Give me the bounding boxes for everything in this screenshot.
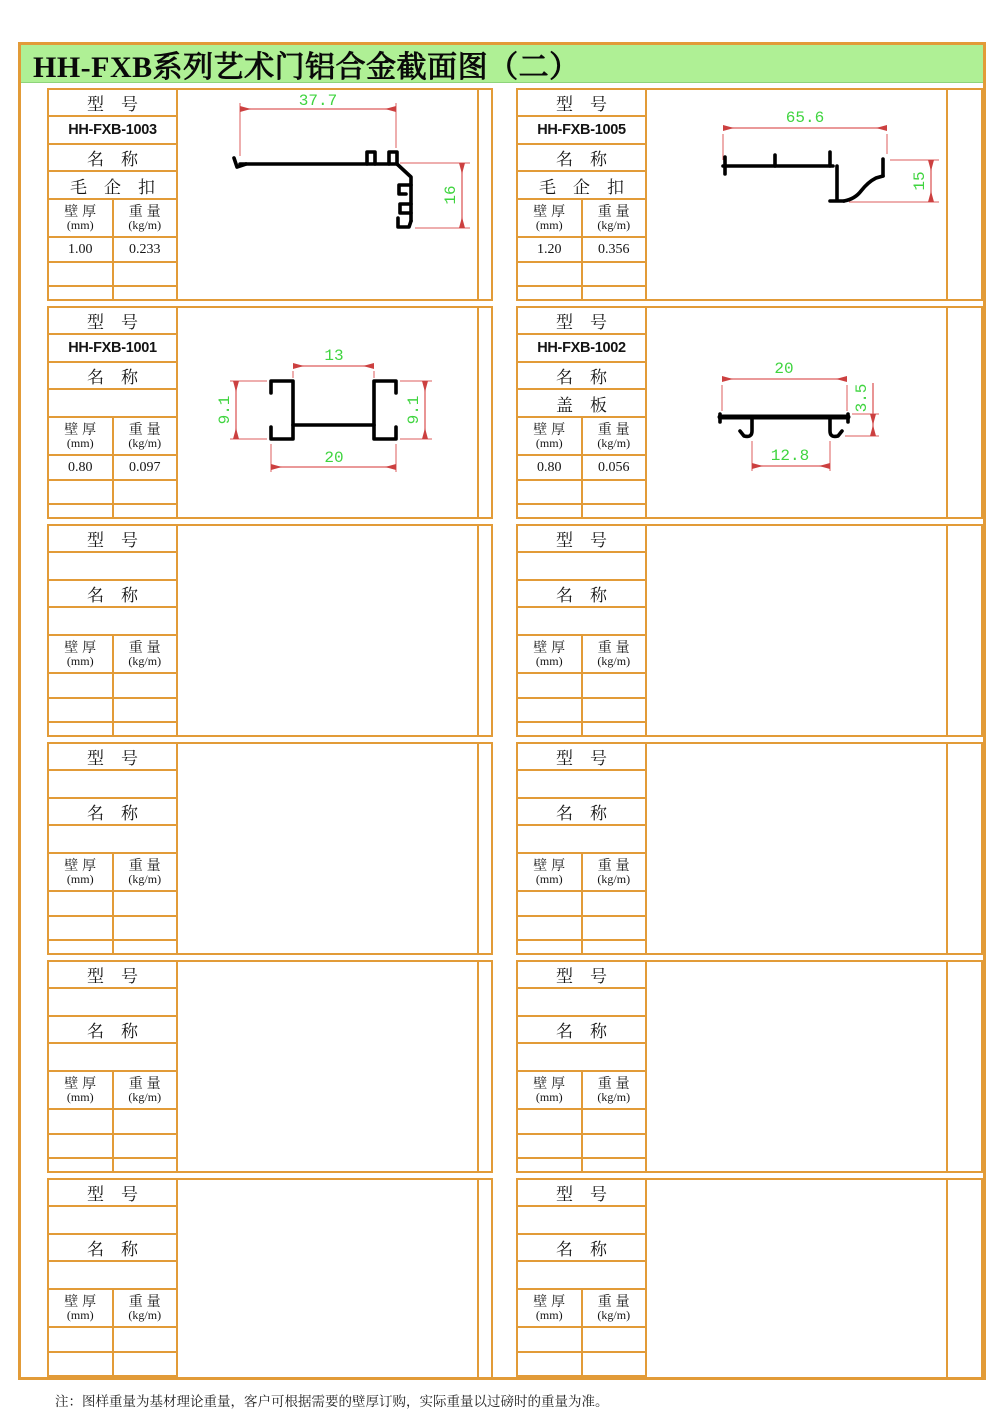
left-column bbox=[21, 83, 502, 1380]
model-label: 型 号 bbox=[48, 743, 177, 770]
section-drawing-area bbox=[645, 1178, 948, 1380]
empty-cell bbox=[582, 722, 647, 736]
weight-value: 0.233 bbox=[113, 237, 178, 262]
name-value: 盖 板 bbox=[517, 389, 646, 417]
weight-header: 重 量 (kg/m) bbox=[582, 417, 647, 455]
section-drawing-area bbox=[176, 88, 479, 301]
model-value: HH-FXB-1001 bbox=[48, 334, 177, 362]
thickness-header: 壁 厚 (mm) bbox=[48, 1289, 113, 1327]
empty-cell bbox=[48, 480, 113, 504]
empty-cell bbox=[582, 1158, 647, 1172]
dim-outer-width-label: 20 bbox=[324, 449, 344, 467]
model-label: 型 号 bbox=[517, 525, 646, 552]
empty-cell bbox=[517, 286, 582, 300]
empty-cell bbox=[113, 722, 178, 736]
thickness-header: 壁 厚 (mm) bbox=[48, 1071, 113, 1109]
spec-table bbox=[47, 742, 178, 955]
name-label: 名 称 bbox=[48, 1234, 177, 1261]
name-label: 名 称 bbox=[48, 144, 177, 171]
empty-cell bbox=[48, 1352, 113, 1376]
empty-cell bbox=[517, 1352, 582, 1376]
empty-cell bbox=[113, 1352, 178, 1376]
empty-cell bbox=[517, 1158, 582, 1172]
name-value bbox=[517, 1043, 646, 1071]
model-label: 型 号 bbox=[48, 961, 177, 988]
name-value bbox=[48, 389, 177, 417]
empty-cell bbox=[517, 722, 582, 736]
thickness-header: 壁 厚 (mm) bbox=[517, 1289, 582, 1327]
weight-value: 0.356 bbox=[582, 237, 647, 262]
name-value bbox=[517, 1261, 646, 1289]
model-value bbox=[48, 1206, 177, 1234]
thickness-header: 壁 厚 (mm) bbox=[48, 199, 113, 237]
dim-height-label: 15 bbox=[911, 171, 929, 191]
page-title: HH-FXB系列艺术门铝合金截面图（二） bbox=[33, 50, 580, 84]
empty-cell bbox=[517, 1376, 582, 1380]
empty-cell bbox=[517, 1134, 582, 1158]
name-label: 名 称 bbox=[517, 144, 646, 171]
spec-table bbox=[516, 742, 647, 955]
empty-cell bbox=[113, 940, 178, 954]
empty-cell bbox=[113, 698, 178, 722]
spec-table bbox=[47, 524, 178, 737]
dim-inner-width-label: 12.8 bbox=[770, 447, 810, 465]
profile-outline bbox=[234, 152, 411, 227]
dim-width-label: 65.6 bbox=[785, 109, 825, 127]
profile-panel bbox=[516, 1178, 983, 1380]
model-label: 型 号 bbox=[517, 743, 646, 770]
dim-width-label: 37.7 bbox=[298, 92, 338, 110]
section-drawing-area bbox=[176, 306, 479, 519]
spec-table bbox=[47, 306, 178, 519]
thickness-value: 1.20 bbox=[517, 237, 582, 262]
thickness-header: 壁 厚 (mm) bbox=[517, 417, 582, 455]
name-label: 名 称 bbox=[517, 362, 646, 389]
name-label: 名 称 bbox=[517, 1234, 646, 1261]
profile-panel bbox=[47, 960, 502, 1173]
model-value: HH-FXB-1003 bbox=[48, 116, 177, 144]
name-label: 名 称 bbox=[48, 580, 177, 607]
profile-1001-drawing bbox=[178, 308, 477, 517]
model-label: 型 号 bbox=[48, 525, 177, 552]
empty-cell bbox=[48, 940, 113, 954]
profile-panel bbox=[47, 1178, 502, 1380]
thickness-header: 壁 厚 (mm) bbox=[517, 635, 582, 673]
thickness-value: 0.80 bbox=[48, 455, 113, 480]
empty-cell bbox=[48, 1158, 113, 1172]
empty-cell bbox=[517, 891, 582, 916]
empty-cell bbox=[582, 1109, 647, 1134]
section-drawing-area bbox=[645, 306, 948, 519]
spec-table bbox=[47, 1178, 178, 1380]
name-label: 名 称 bbox=[517, 798, 646, 825]
empty-cell bbox=[582, 480, 647, 504]
spacer-cell bbox=[946, 960, 983, 1173]
empty-cell bbox=[582, 916, 647, 940]
model-label: 型 号 bbox=[48, 89, 177, 116]
section-drawing-area bbox=[176, 1178, 479, 1380]
model-value: HH-FXB-1005 bbox=[517, 116, 646, 144]
empty-cell bbox=[48, 1109, 113, 1134]
model-value bbox=[517, 552, 646, 580]
section-drawing-area bbox=[645, 742, 948, 955]
weight-header: 重 量 (kg/m) bbox=[582, 853, 647, 891]
weight-header: 重 量 (kg/m) bbox=[113, 635, 178, 673]
empty-cell bbox=[582, 940, 647, 954]
empty-cell bbox=[113, 1134, 178, 1158]
model-value bbox=[517, 988, 646, 1016]
weight-header: 重 量 (kg/m) bbox=[113, 417, 178, 455]
profile-outline bbox=[271, 381, 396, 439]
empty-cell bbox=[113, 262, 178, 286]
spec-table bbox=[516, 1178, 647, 1380]
empty-cell bbox=[113, 1109, 178, 1134]
profile-outline bbox=[723, 152, 883, 201]
empty-cell bbox=[517, 1327, 582, 1352]
empty-cell bbox=[517, 673, 582, 698]
weight-header: 重 量 (kg/m) bbox=[113, 853, 178, 891]
empty-cell bbox=[582, 1376, 647, 1380]
weight-header: 重 量 (kg/m) bbox=[113, 1071, 178, 1109]
empty-cell bbox=[48, 262, 113, 286]
content-grid bbox=[21, 83, 983, 1380]
model-label: 型 号 bbox=[48, 1179, 177, 1206]
empty-cell bbox=[582, 673, 647, 698]
empty-cell bbox=[582, 1327, 647, 1352]
model-label: 型 号 bbox=[517, 89, 646, 116]
name-value bbox=[48, 1261, 177, 1289]
empty-cell bbox=[582, 504, 647, 518]
name-value bbox=[48, 825, 177, 853]
empty-cell bbox=[113, 286, 178, 300]
profile-panel bbox=[47, 524, 502, 737]
empty-cell bbox=[113, 1376, 178, 1380]
weight-value: 0.097 bbox=[113, 455, 178, 480]
spec-table bbox=[516, 306, 647, 519]
spacer-cell bbox=[477, 960, 493, 1173]
model-value bbox=[517, 1206, 646, 1234]
name-value bbox=[517, 607, 646, 635]
profile-panel bbox=[47, 742, 502, 955]
model-label: 型 号 bbox=[517, 307, 646, 334]
profile-outline bbox=[720, 414, 848, 436]
profile-panel bbox=[516, 88, 983, 301]
thickness-value: 1.00 bbox=[48, 237, 113, 262]
empty-cell bbox=[582, 891, 647, 916]
thickness-value: 0.80 bbox=[517, 455, 582, 480]
section-drawing-area bbox=[645, 960, 948, 1173]
model-label: 型 号 bbox=[517, 961, 646, 988]
spacer-cell bbox=[946, 742, 983, 955]
spacer-cell bbox=[946, 88, 983, 301]
catalog-sheet bbox=[18, 42, 986, 1380]
spacer-cell bbox=[946, 1178, 983, 1380]
empty-cell bbox=[48, 722, 113, 736]
spacer-cell bbox=[477, 1178, 493, 1380]
empty-cell bbox=[48, 504, 113, 518]
empty-cell bbox=[582, 286, 647, 300]
empty-cell bbox=[48, 916, 113, 940]
dim-height-label: 3.5 bbox=[853, 383, 871, 413]
weight-header: 重 量 (kg/m) bbox=[113, 199, 178, 237]
thickness-header: 壁 厚 (mm) bbox=[48, 417, 113, 455]
empty-cell bbox=[48, 286, 113, 300]
empty-cell bbox=[48, 1327, 113, 1352]
empty-cell bbox=[48, 698, 113, 722]
empty-cell bbox=[48, 1134, 113, 1158]
empty-cell bbox=[113, 480, 178, 504]
empty-cell bbox=[517, 916, 582, 940]
model-label: 型 号 bbox=[517, 1179, 646, 1206]
section-drawing-area bbox=[176, 524, 479, 737]
empty-cell bbox=[113, 673, 178, 698]
thickness-header: 壁 厚 (mm) bbox=[517, 199, 582, 237]
weight-header: 重 量 (kg/m) bbox=[582, 1071, 647, 1109]
profile-panel bbox=[516, 742, 983, 955]
empty-cell bbox=[113, 1327, 178, 1352]
empty-cell bbox=[517, 940, 582, 954]
spacer-cell bbox=[946, 306, 983, 519]
weight-header: 重 量 (kg/m) bbox=[582, 635, 647, 673]
name-label: 名 称 bbox=[517, 1016, 646, 1043]
profile-1002-drawing bbox=[647, 308, 946, 517]
empty-cell bbox=[517, 480, 582, 504]
section-drawing-area bbox=[176, 960, 479, 1173]
name-label: 名 称 bbox=[48, 1016, 177, 1043]
empty-cell bbox=[517, 262, 582, 286]
weight-header: 重 量 (kg/m) bbox=[582, 199, 647, 237]
spacer-cell bbox=[477, 88, 493, 301]
name-value: 毛 企 扣 bbox=[48, 171, 177, 199]
empty-cell bbox=[517, 504, 582, 518]
model-value bbox=[517, 770, 646, 798]
spacer-cell bbox=[946, 524, 983, 737]
profile-1003-drawing bbox=[178, 90, 477, 299]
empty-cell bbox=[517, 698, 582, 722]
empty-cell bbox=[582, 698, 647, 722]
section-drawing-area bbox=[645, 524, 948, 737]
profile-panel bbox=[47, 88, 502, 301]
spec-table bbox=[47, 88, 178, 301]
dim-height-label: 16 bbox=[442, 185, 460, 205]
spec-table bbox=[47, 960, 178, 1173]
empty-cell bbox=[582, 262, 647, 286]
name-value bbox=[517, 825, 646, 853]
profile-panel bbox=[516, 306, 983, 519]
spec-table bbox=[516, 960, 647, 1173]
section-drawing-area bbox=[176, 742, 479, 955]
model-value bbox=[48, 988, 177, 1016]
name-label: 名 称 bbox=[48, 798, 177, 825]
spec-table bbox=[516, 88, 647, 301]
profile-panel bbox=[516, 524, 983, 737]
profile-panel bbox=[47, 306, 502, 519]
empty-cell bbox=[582, 1352, 647, 1376]
name-label: 名 称 bbox=[48, 362, 177, 389]
empty-cell bbox=[113, 1158, 178, 1172]
empty-cell bbox=[582, 1134, 647, 1158]
title-bar bbox=[21, 45, 983, 83]
profile-1005-drawing bbox=[647, 90, 946, 299]
name-value: 毛 企 扣 bbox=[517, 171, 646, 199]
dim-inner-width-label: 13 bbox=[324, 347, 344, 365]
weight-header: 重 量 (kg/m) bbox=[113, 1289, 178, 1327]
name-label: 名 称 bbox=[517, 580, 646, 607]
dim-right-height-label: 9.1 bbox=[405, 395, 423, 425]
model-label: 型 号 bbox=[48, 307, 177, 334]
weight-header: 重 量 (kg/m) bbox=[582, 1289, 647, 1327]
model-value bbox=[48, 770, 177, 798]
empty-cell bbox=[113, 504, 178, 518]
thickness-header: 壁 厚 (mm) bbox=[48, 635, 113, 673]
empty-cell bbox=[48, 1376, 113, 1380]
dim-width-label: 20 bbox=[774, 360, 794, 378]
empty-cell bbox=[48, 673, 113, 698]
empty-cell bbox=[113, 916, 178, 940]
spacer-cell bbox=[477, 306, 493, 519]
empty-cell bbox=[517, 1109, 582, 1134]
dim-left-height-label: 9.1 bbox=[216, 395, 234, 425]
spec-table bbox=[516, 524, 647, 737]
empty-cell bbox=[113, 891, 178, 916]
empty-cell bbox=[48, 891, 113, 916]
thickness-header: 壁 厚 (mm) bbox=[517, 853, 582, 891]
spacer-cell bbox=[477, 524, 493, 737]
model-value: HH-FXB-1002 bbox=[517, 334, 646, 362]
name-value bbox=[48, 607, 177, 635]
spacer-cell bbox=[477, 742, 493, 955]
right-column bbox=[502, 83, 983, 1380]
profile-panel bbox=[516, 960, 983, 1173]
model-value bbox=[48, 552, 177, 580]
footnote: 注：图样重量为基材理论重量，客户可根据需要的壁厚订购，实际重量以过磅时的重量为准。 bbox=[55, 1394, 609, 1409]
thickness-header: 壁 厚 (mm) bbox=[517, 1071, 582, 1109]
weight-value: 0.056 bbox=[582, 455, 647, 480]
name-value bbox=[48, 1043, 177, 1071]
section-drawing-area bbox=[645, 88, 948, 301]
thickness-header: 壁 厚 (mm) bbox=[48, 853, 113, 891]
